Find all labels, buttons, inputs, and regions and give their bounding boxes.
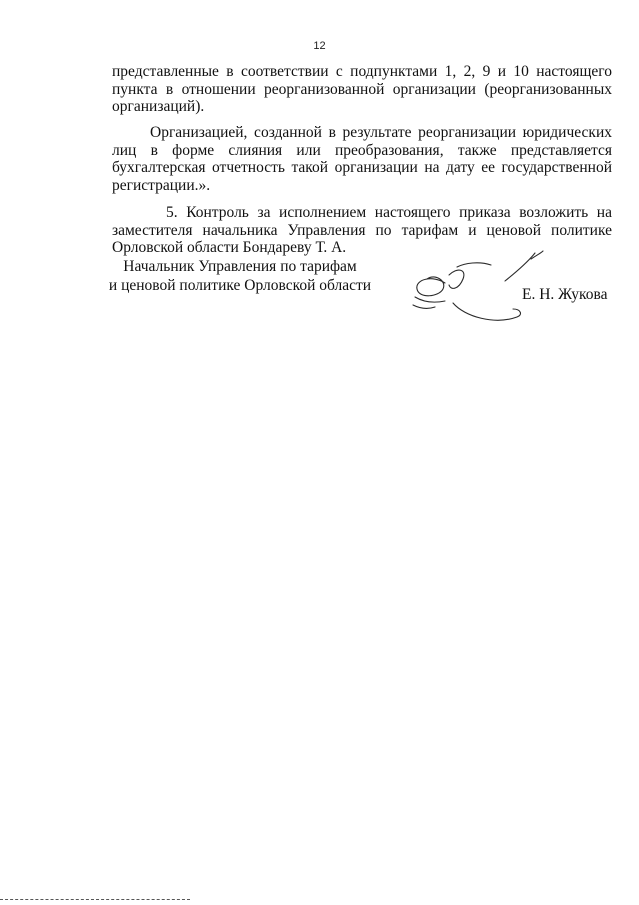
paragraph-3: 5. Контроль за исполнением настоящего приказа возложить на заместителя начальника Управления по тарифам и ценовой политике Орловской области Бондареву Т. А. (112, 204, 612, 257)
signatory-title (100, 258, 380, 295)
signatory-title-line-1: Начальник Управления по тарифам (123, 258, 357, 275)
signatory-name: Е. Н. Жукова (522, 286, 608, 303)
footer-divider (0, 899, 190, 900)
page-number: 12 (313, 40, 326, 52)
paragraph-2: Организацией, созданной в результате реорганизации юридических лиц в форме слияния или преобразования, также представляется бухгалтерская отчетность такой организации на дату ее государственной регистрации.». (112, 124, 612, 194)
signatory-title-line-2: и ценовой политике Орловской области (108, 276, 372, 294)
paragraph-1: представленные в соответствии с подпунктами 1, 2, 9 и 10 настоящего пункта в отношении реорганизованной организации (реорганизованных организаций). (112, 63, 612, 116)
